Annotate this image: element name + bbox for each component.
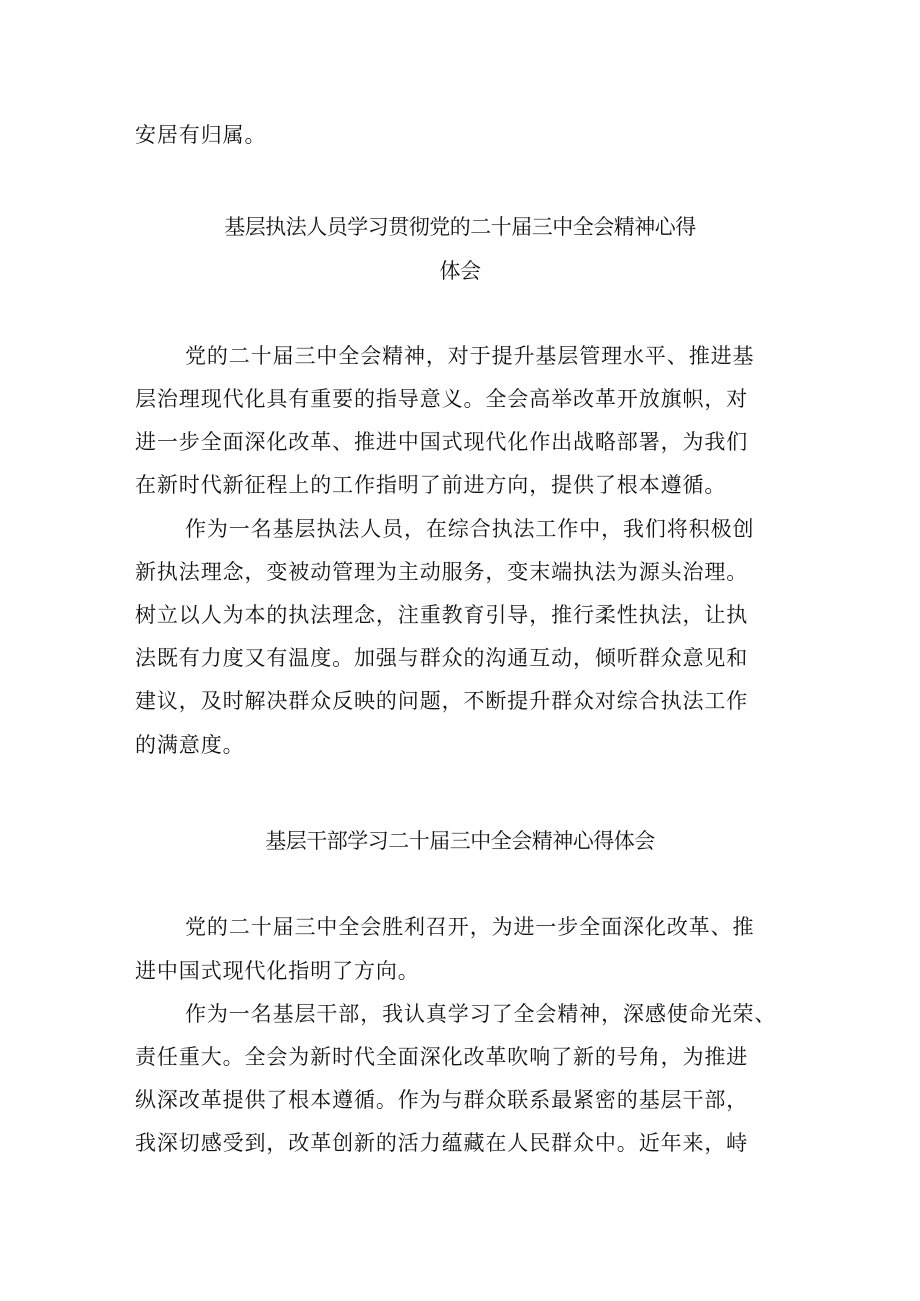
section2-title: 基层干部学习二十届三中全会精神心得体会: [265, 829, 655, 853]
section1-para1-line: 层治理现代化具有重要的指导意义。全会高举改革开放旗帜，对: [135, 387, 749, 411]
section1-para2-line: 新执法理念，变被动管理为主动服务，变末端执法为源头治理。: [135, 560, 749, 584]
section1-para1-line: 进一步全面深化改革、推进中国式现代化作出战略部署，为我们: [135, 430, 749, 454]
section1-title-line2: 体会: [439, 259, 481, 283]
opening-fragment: 安居有归属。: [135, 123, 267, 147]
section2-para1-line: 进中国式现代化指明了方向。: [135, 959, 420, 983]
section2-para2-line: 我深切感受到，改革创新的活力蕴藏在人民群众中。近年来，峙: [135, 1131, 749, 1155]
section1-para2-line: 作为一名基层执法人员，在综合执法工作中，我们将积极创: [185, 517, 755, 541]
section1-para1-line: 在新时代新征程上的工作指明了前进方向，提供了根本遵循。: [135, 473, 727, 497]
section1-title-line1: 基层执法人员学习贯彻党的二十届三中全会精神心得: [224, 215, 696, 239]
section2-para2-line: 纵深改革提供了根本遵循。作为与群众联系最紧密的基层干部，: [135, 1088, 749, 1112]
section2-para1-line: 党的二十届三中全会胜利召开，为进一步全面深化改革、推: [185, 915, 755, 939]
section1-para2-line: 法既有力度又有温度。加强与群众的沟通互动，倾听群众意见和: [135, 646, 749, 670]
section1-para2-line: 的满意度。: [135, 733, 245, 757]
section2-para2-line: 责任重大。全会为新时代全面深化改革吹响了新的号角，为推进: [135, 1045, 749, 1069]
section1-para1-line: 党的二十届三中全会精神，对于提升基层管理水平、推进基: [185, 344, 755, 368]
section1-para2-line: 树立以人为本的执法理念，注重教育引导，推行柔性执法，让执: [135, 603, 749, 627]
section1-para2-line: 建议，及时解决群众反映的问题，不断提升群众对综合执法工作: [135, 689, 749, 713]
section2-para2-line: 作为一名基层干部，我认真学习了全会精神，深感使命光荣、: [185, 1002, 777, 1026]
